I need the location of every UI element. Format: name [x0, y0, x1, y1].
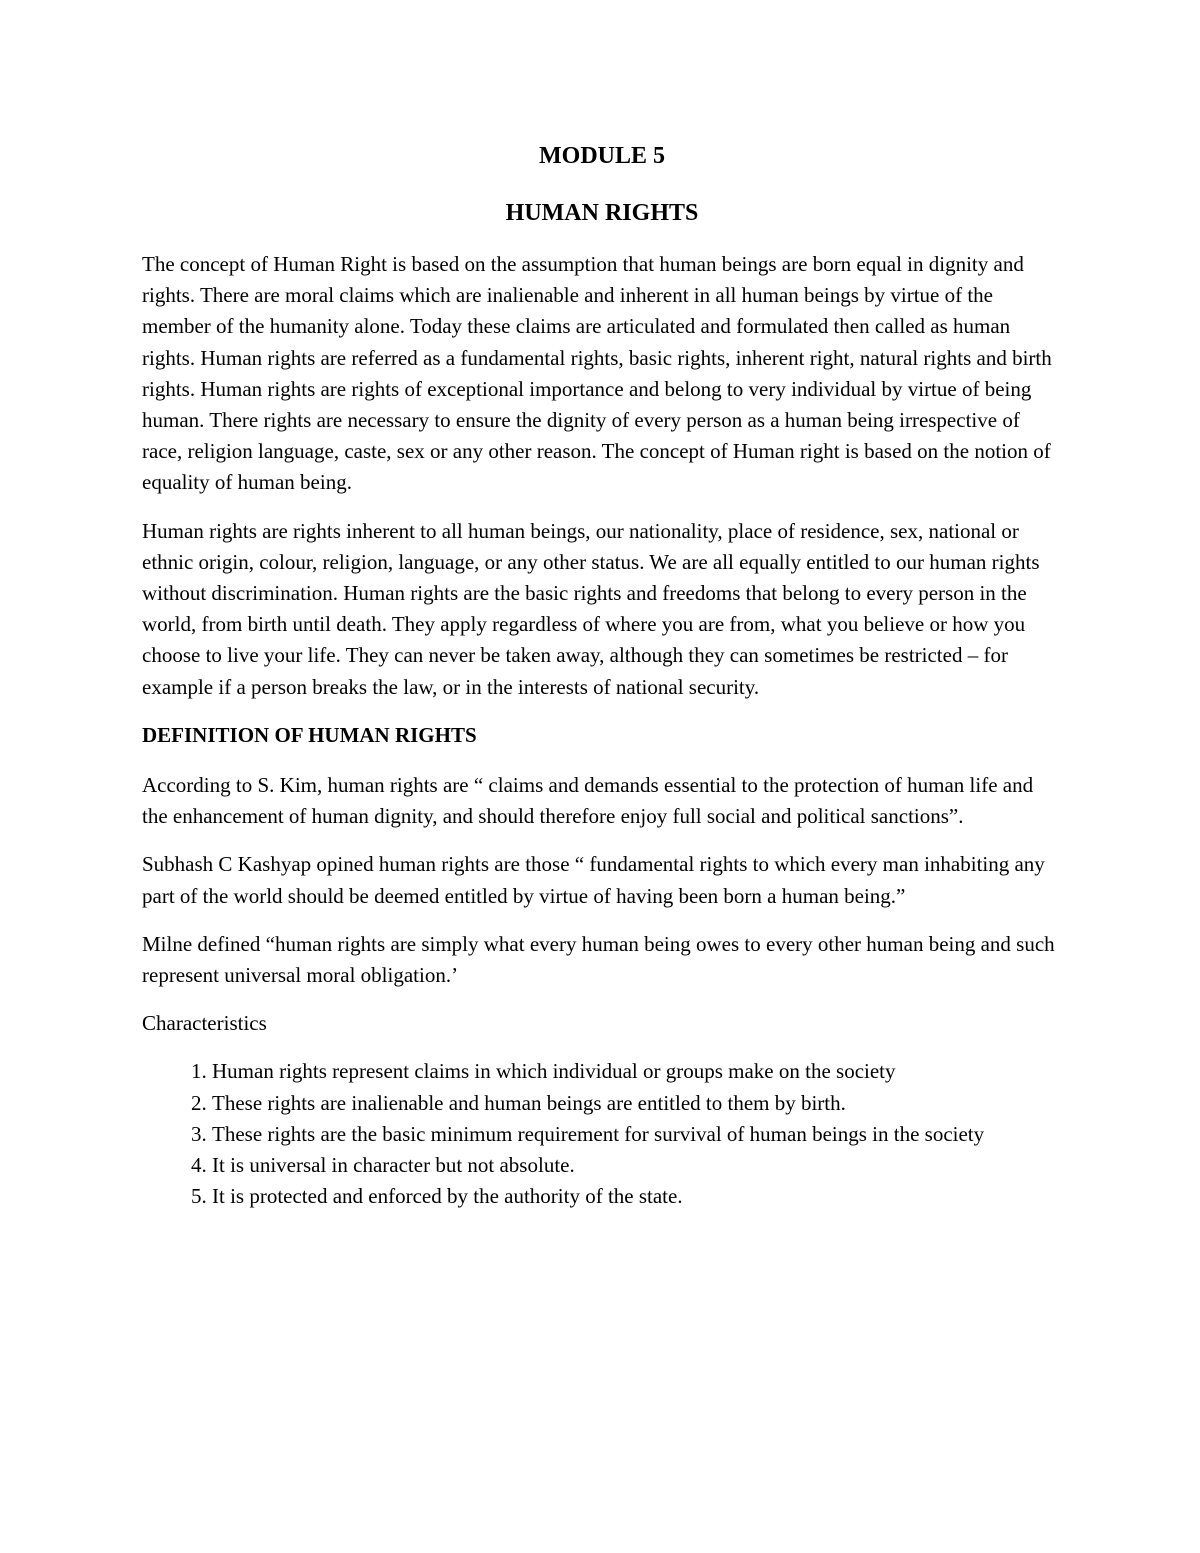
characteristics-list	[142, 1056, 1062, 1212]
characteristics-label: Characteristics	[142, 1011, 267, 1036]
module-title: MODULE 5	[539, 143, 665, 169]
second-paragraph: Human rights are rights inherent to all human beings, our nationality, place of residence, sex, national or ethnic origin, colour, religion, language, or any other status. We are all equally entitled to our human rights without discrimination. Human rights are the basic rights and freedoms that belong to every person in the world, from birth until death. They apply regardless of where you are from, what you believe or how you choose to live your life. They can never be taken away, although they can sometimes be restricted – for example if a person breaks the law, or in the interests of national security.	[142, 518, 1040, 699]
topic-title: HUMAN RIGHTS	[505, 200, 699, 226]
list-item: 4. It is universal in character but not absolute.	[212, 1150, 1062, 1181]
list-item: 5. It is protected and enforced by the authority of the state.	[212, 1181, 1062, 1212]
definition-kashyap: Subhash C Kashyap opined human rights are those “ fundamental rights to which every man inhabiting any part of the world should be deemed entitled by virtue of having been born a human being.”	[142, 852, 1045, 908]
definition-heading: DEFINITION OF HUMAN RIGHTS	[142, 722, 477, 747]
list-item: 2. These rights are inalienable and human beings are entitled to them by birth.	[212, 1088, 1062, 1119]
definition-kim: According to S. Kim, human rights are “ claims and demands essential to the protection of human life and the enhancement of human dignity, and should therefore enjoy full social and political sanctions”.	[142, 773, 1034, 829]
definition-milne: Milne defined “human rights are simply what every human being owes to every other human being and such represent universal moral obligation.’	[142, 931, 1055, 988]
list-item: 3. These rights are the basic minimum requirement for survival of human beings in the society	[212, 1119, 1062, 1150]
document-body	[142, 140, 1062, 1212]
intro-paragraph: The concept of Human Right is based on the assumption that human beings are born equal in dignity and rights. There are moral claims which are inalienable and inherent in all human beings by virtue of the member of the humanity alone. Today these claims are articulated and formulated then called as human rights. Human rights are referred as a fundamental rights, basic rights, inherent right, natural rights and birth rights. Human rights are rights of exceptional importance and belong to very individual by virtue of being human. There rights are necessary to ensure the dignity of every person as a human being irrespective of race, religion language, caste, sex or any other reason. The concept of Human right is based on the notion of equality of human being.	[142, 252, 1052, 495]
list-item: 1. Human rights represent claims in which individual or groups make on the society	[212, 1056, 1062, 1087]
